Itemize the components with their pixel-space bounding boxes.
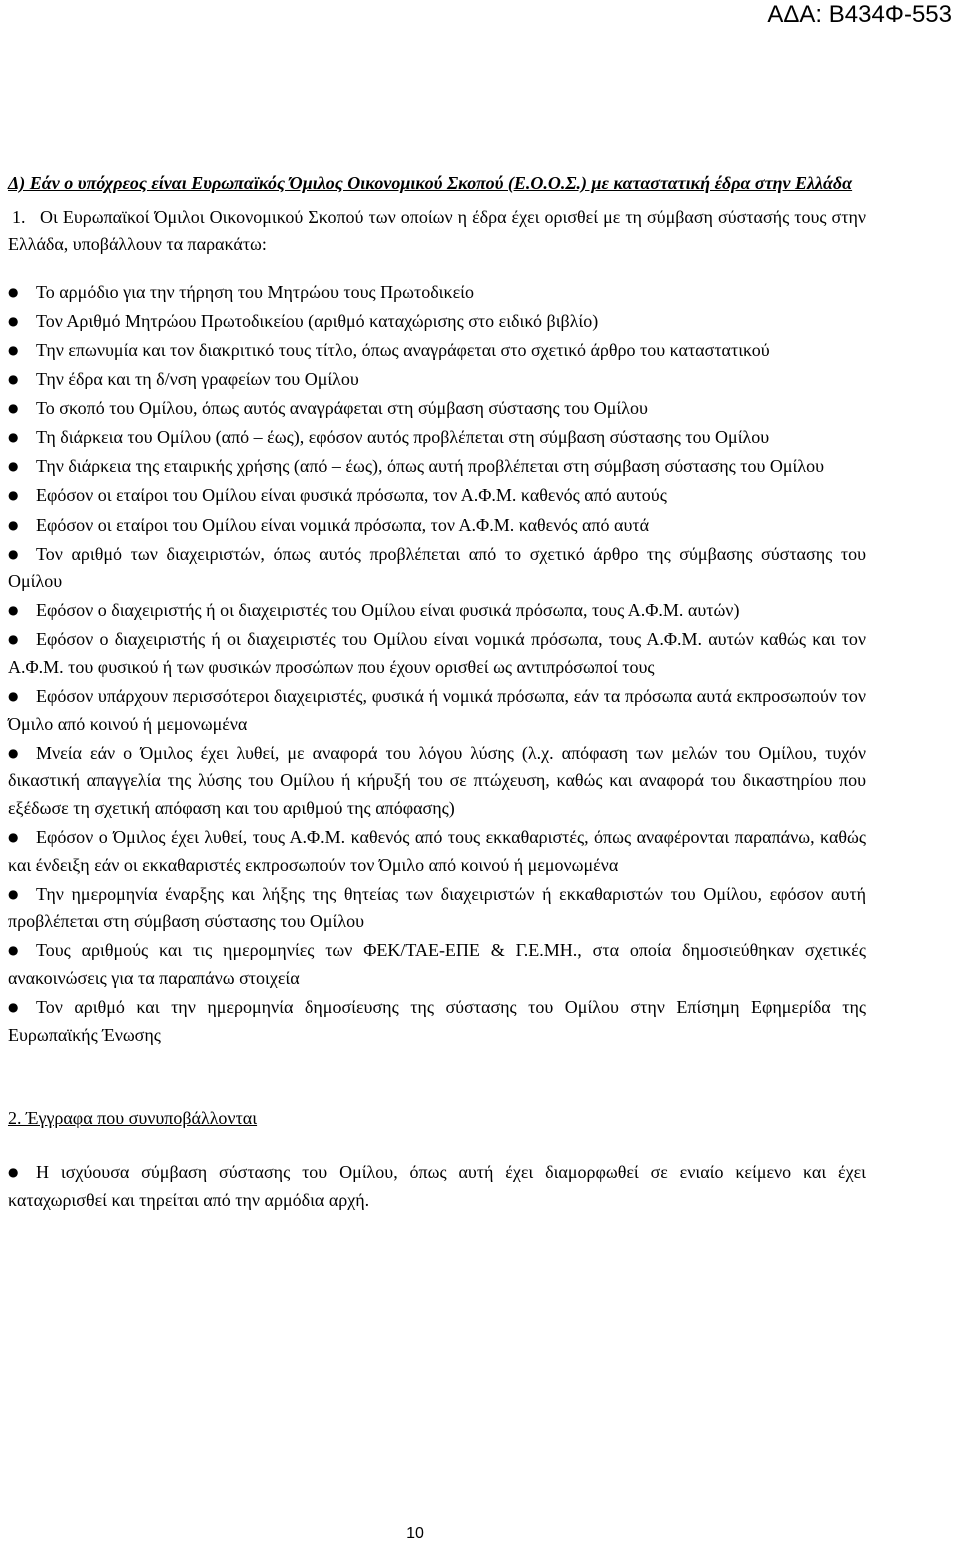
list-item [8,541,866,596]
list-item-text: Εφόσον οι εταίροι του Ομίλου είναι φυσικά πρόσωπα, τον Α.Φ.Μ. καθενός από αυτούς [36,485,667,506]
bullet-icon: ● [8,546,19,561]
list-item [8,881,866,936]
list-item-text: Την επωνυμία και τον διακριτικό τους τίτλο, όπως αναγράφεται στο σχετικό άρθρο του καταστατικού [36,339,770,360]
list-item-text: Τους αριθμούς και τις ημερομηνίες των ΦΕΚ/ΤΑΕ-ΕΠΕ & Γ.Ε.ΜΗ., στα οποία δημοσιεύθηκαν σχετικές ανακοινώσεις για τα παραπάνω στοιχεία [8,940,866,989]
list-item-text: Εφόσον ο διαχειριστής ή οι διαχειριστές του Ομίλου είναι νομικά πρόσωπα, τους Α.Φ.Μ. αυτών καθώς και τον Α.Φ.Μ. του φυσικού ή των φυσικών προσώπων που έχουν ορισθεί ως αντιπρόσωποί τους [8,629,866,677]
bullet-icon: ● [8,1000,19,1015]
list-item-text: Τον Αριθμό Μητρώου Πρωτοδικείου (αριθμό καταχώρισης στο ειδικό βιβλίο) [36,310,599,331]
list-item [8,824,866,879]
bullet-icon: ● [8,603,19,618]
numbered-paragraph-1 [8,204,866,259]
list-item [8,424,866,452]
list-item-text: Την ημερομηνία έναρξης και λήξης της θητείας των διαχειριστών ή εκκαθαριστών του Ομίλου, εφόσον αυτή προβλέπεται στη σύμβαση σύστασης του Ομίλου [8,883,866,932]
bullet-icon: ● [8,401,19,416]
list-item [8,626,866,681]
list-item [8,453,866,481]
list-item-text: Τον αριθμό των διαχειριστών, όπως αυτός προβλέπεται από το σχετικό άρθρο της σύμβασης σύστασης του Ομίλου [8,543,866,592]
documents-list [8,1159,866,1214]
list-item [8,482,866,510]
list-item-text: Εφόσον υπάρχουν περισσότεροι διαχειριστές, φυσικά ή νομικά πρόσωπα, εάν τα πρόσωπα αυτά εκπροσωπούν τον Όμιλο από κοινού ή μεμονωμένα [8,686,866,734]
list-item [8,683,866,738]
documents-heading: 2. Έγγραφα που συνυποβάλλονται [8,1108,258,1129]
bullet-icon: ● [8,342,19,357]
list-item [8,279,866,307]
bullet-icon: ● [8,943,19,958]
document-body [8,170,866,1216]
bullet-icon: ● [8,284,19,299]
list-item-text: Εφόσον ο Όμιλος έχει λυθεί, τους Α.Φ.Μ. καθενός από τους εκκαθαριστές, όπως αναφέρονται παραπάνω, καθώς και ένδειξη εάν οι εκκαθαριστές εκπροσωπούν τον Όμιλο από κοινού ή μεμονωμένα [8,827,866,875]
bullet-icon: ● [8,313,19,328]
list-item-text: Εφόσον ο διαχειριστής ή οι διαχειριστές του Ομίλου είναι φυσικά πρόσωπα, τους Α.Φ.Μ. αυτών) [36,600,740,621]
bullet-icon: ● [8,689,19,704]
list-item [8,597,866,625]
item-number: 1. [12,206,26,227]
bullet-icon: ● [8,886,19,901]
bullet-icon: ● [8,830,19,845]
bullet-icon: ● [8,488,19,503]
list-item-text: Την έδρα και τη δ/νση γραφείων του Ομίλου [36,369,359,390]
list-item [8,337,866,365]
list-item [8,994,866,1049]
list-item-text: Τον αριθμό και την ημερομηνία δημοσίευσης της σύστασης του Ομίλου στην Επίσημη Εφημερίδα της Ευρωπαϊκής Ένωσης [8,997,866,1045]
list-item-text: Το αρμόδιο για την τήρηση του Μητρώου τους Πρωτοδικείο [36,281,474,302]
list-item-text: Μνεία εάν ο Όμιλος έχει λυθεί, με αναφορά του λόγου λύσης (λ.χ. απόφαση των μελών του Ομίλου, τυχόν δικαστική απαγγελία της λύσης του Ομίλου ή κήρυξή του σε πτώχευση, καθώς και αναφορά του δικαστηρίου που εξέδωσε τη σχετική απόφαση και του αριθμού της απόφασης) [8,742,866,818]
list-item-text: Εφόσον οι εταίροι του Ομίλου είναι νομικά πρόσωπα, τον Α.Φ.Μ. καθενός από αυτά [36,514,650,535]
list-item [8,395,866,423]
item-text: Οι Ευρωπαϊκοί Όμιλοι Οικονομικού Σκοπού των οποίων η έδρα έχει ορισθεί με τη σύμβαση σύστασής τους στην Ελλάδα, υποβάλλουν τα παρακάτω: [8,206,866,255]
section-heading: Δ) Εάν ο υπόχρεος είναι Ευρωπαϊκός Όμιλος Οικονομικού Σκοπού (Ε.Ο.Ο.Σ.) με καταστατική έδρα στην Ελλάδα [8,173,853,193]
list-item [8,1159,866,1214]
requirements-list [8,279,866,1050]
bullet-icon: ● [8,372,19,387]
ada-code: ΑΔΑ: Β434Φ-553 [767,1,952,28]
list-item [8,937,866,992]
bullet-icon: ● [8,1164,19,1179]
bullet-icon: ● [8,632,19,647]
list-item-text: Την διάρκεια της εταιρικής χρήσης (από – έως), όπως αυτή προβλέπεται στη σύμβαση σύστασης του Ομίλου [36,456,825,477]
page-number: 10 [406,1525,424,1542]
bullet-icon: ● [8,517,19,532]
list-item-text: Το σκοπό του Ομίλου, όπως αυτός αναγράφεται στη σύμβαση σύστασης του Ομίλου [36,398,648,419]
list-item [8,740,866,823]
list-item-text: Τη διάρκεια του Ομίλου (από – έως), εφόσον αυτός προβλέπεται στη σύμβαση σύστασης του Ομίλου [36,427,770,448]
list-item-text: Η ισχύουσα σύμβαση σύστασης του Ομίλου, όπως αυτή έχει διαμορφωθεί σε ενιαίο κείμενο και έχει καταχωρισθεί και τηρείται από την αρμόδια αρχή. [8,1161,866,1210]
bullet-icon: ● [8,745,19,760]
list-item [8,308,866,336]
list-item [8,366,866,394]
bullet-icon: ● [8,459,19,474]
list-item [8,512,866,540]
bullet-icon: ● [8,430,19,445]
